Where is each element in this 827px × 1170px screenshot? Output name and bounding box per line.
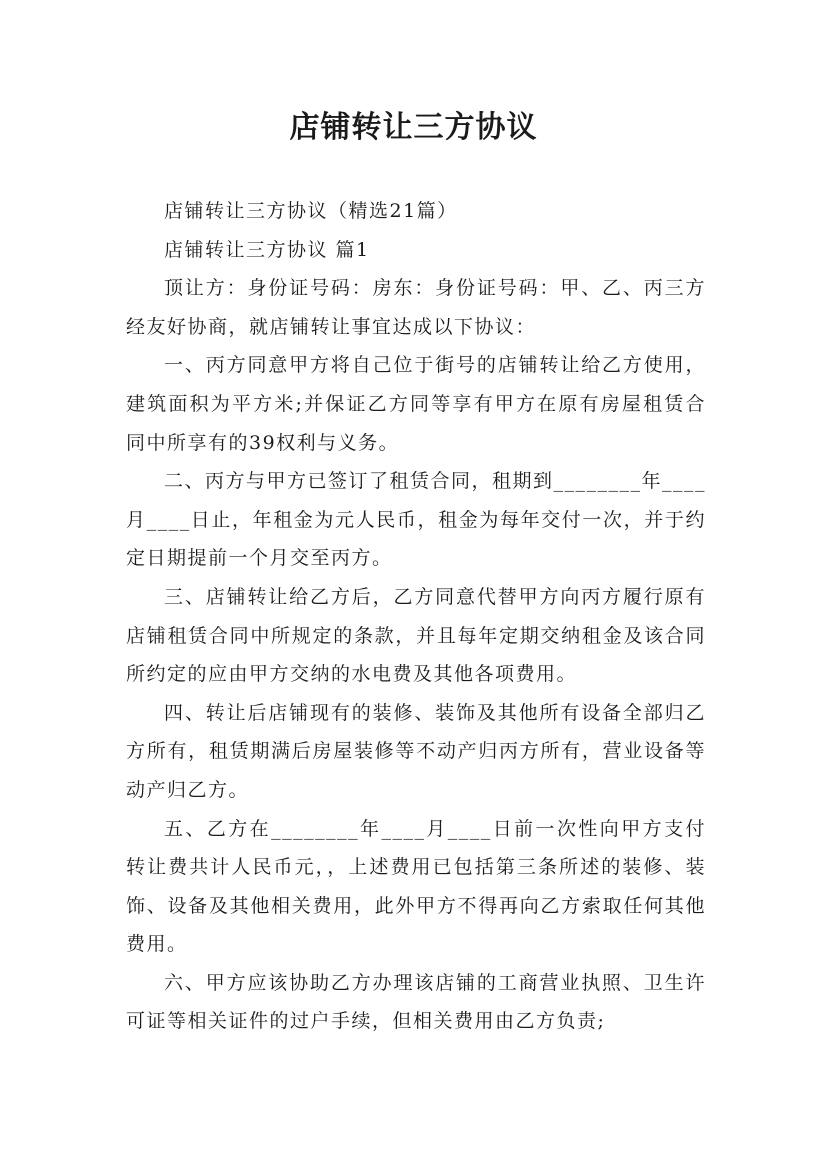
paragraph-section-heading: 店铺转让三方协议 篇1 [164, 238, 370, 261]
paragraph-clause-3: 三、店铺转让给乙方后，乙方同意代替甲方向丙方履行原有店铺租赁合同中所规定的条款，并且每年定期交纳租金及该合同所约定的应由甲方交纳的水电费及其他各项费用。 [126, 585, 706, 686]
paragraph-clause-5: 五、乙方在________年____月____日前一次性向甲方支付转让费共计人民币元，，上述费用已包括第三条所述的装修、装饰、设备及其他相关费用，此外甲方不得再向乙方索取任何其他费用。 [126, 817, 706, 956]
paragraph-clause-4: 四、转让后店铺现有的装修、装饰及其他所有设备全部归乙方所有，租赁期满后房屋装修等不动产归丙方所有，营业设备等动产归乙方。 [126, 701, 706, 801]
paragraph-clause-2: 二、丙方与甲方已签订了租赁合同，租期到________年____月____日止，年租金为元人民币，租金为每年交付一次，并于约定日期提前一个月交至丙方。 [126, 470, 707, 570]
paragraph-subtitle: 店铺转让三方协议（精选21篇） [164, 200, 458, 222]
paragraph-clause-1: 一、丙方同意甲方将自己位于街号的店铺转让给乙方使用，建筑面积为平方米;并保证乙方同等享有甲方在原有房屋租赁合同中所享有的39权利与义务。 [126, 354, 706, 454]
paragraph-parties: 顶让方：身份证号码：房东：身份证号码：甲、乙、丙三方经友好协商，就店铺转让事宜达成以下协议： [126, 277, 706, 338]
paragraph-clause-6: 六、甲方应该协助乙方办理该店铺的工商营业执照、卫生许可证等相关证件的过户手续，但相关费用由乙方负责; [126, 971, 706, 1033]
document-body [126, 192, 706, 1041]
document-title: 店铺转让三方协议 [289, 110, 538, 145]
